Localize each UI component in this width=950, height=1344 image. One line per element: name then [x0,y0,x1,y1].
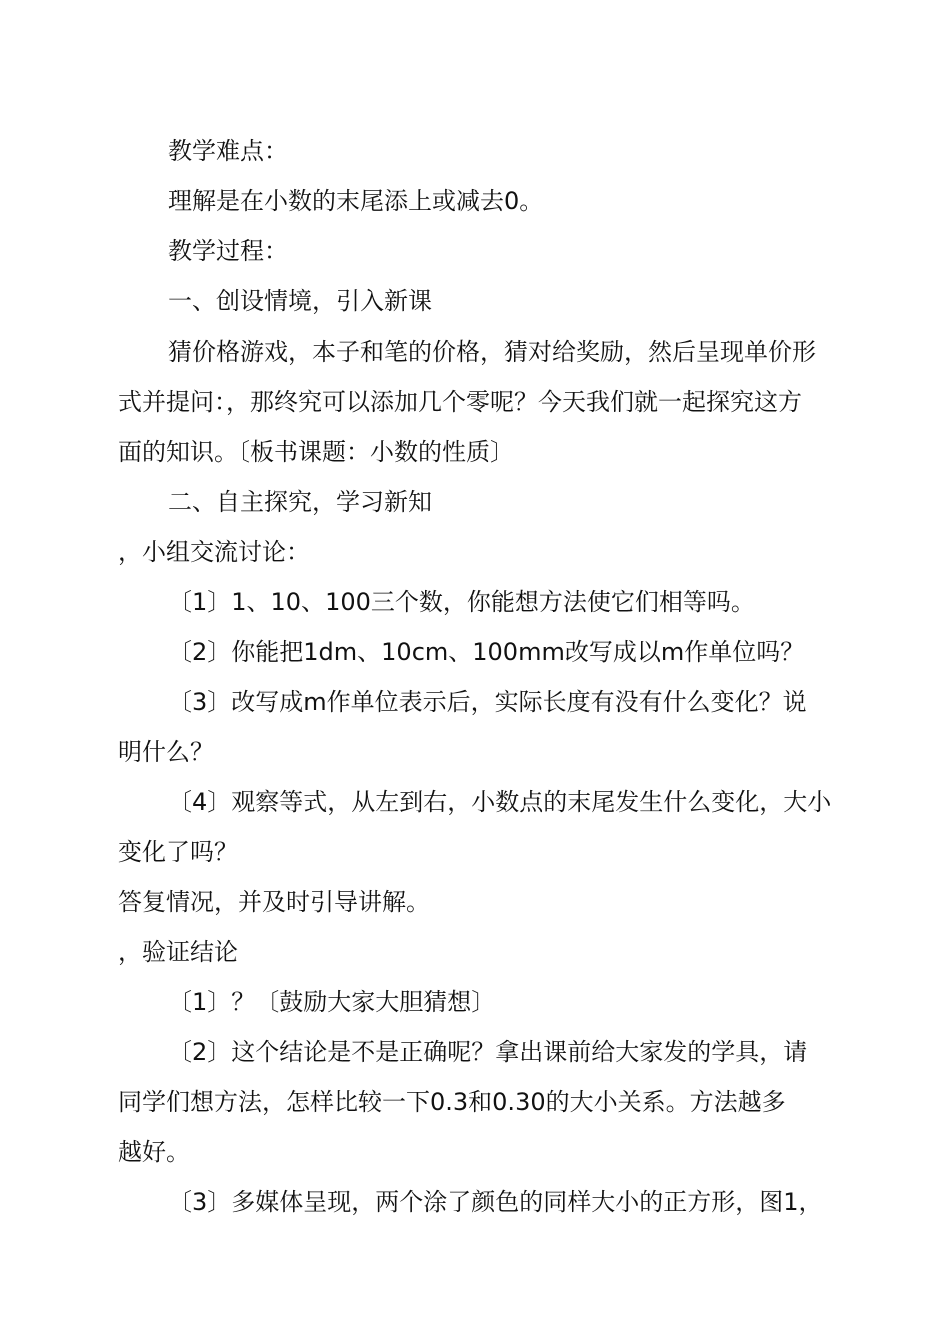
list-item: 〔4〕观察等式，从左到右，小数点的末尾发生什么变化，大小 [168,788,832,816]
list-item: 〔1〕1、10、100三个数，你能想方法使它们相等吗。 [168,588,755,616]
list-item: 〔2〕这个结论是不是正确呢？拿出课前给大家发的学具，请 [168,1038,808,1066]
paragraph-line: 面的知识。〔板书课题：小数的性质〕 [118,438,514,466]
list-item-continuation: 变化了吗？ [118,838,238,866]
list-item: 〔1〕？〔鼓励大家大胆猜想〕 [168,988,496,1016]
list-item-continuation: 明什么？ [118,738,214,766]
list-item-continuation: 越好。 [118,1138,190,1166]
paragraph-line: 式并提问：，那终究可以添加几个零呢？今天我们就一起探究这方 [118,388,802,416]
list-item: 〔3〕改写成m作单位表示后，实际长度有没有什么变化？说 [168,688,807,716]
heading-teaching-process: 教学过程： [168,237,288,265]
section-heading-1: 一、创设情境，引入新课 [168,287,432,315]
paragraph-line: 答复情况，并及时引导讲解。 [118,888,430,916]
paragraph-line: ，验证结论 [118,938,238,966]
heading-teaching-difficulty: 教学难点： [168,137,288,165]
list-item: 〔3〕多媒体呈现，两个涂了颜色的同样大小的正方形，图1， [168,1188,823,1216]
paragraph: 理解是在小数的末尾添上或减去0。 [168,187,544,215]
list-item: 〔2〕你能把1dm、10cm、100mm改写成以m作单位吗？ [168,638,805,666]
list-item-continuation: 同学们想方法，怎样比较一下0.3和0.30的大小关系。方法越多 [118,1088,786,1116]
paragraph-line: ，小组交流讨论： [118,538,310,566]
paragraph-line: 猜价格游戏，本子和笔的价格，猜对给奖励，然后呈现单价形 [168,338,816,366]
section-heading-2: 二、自主探究，学习新知 [168,488,432,516]
